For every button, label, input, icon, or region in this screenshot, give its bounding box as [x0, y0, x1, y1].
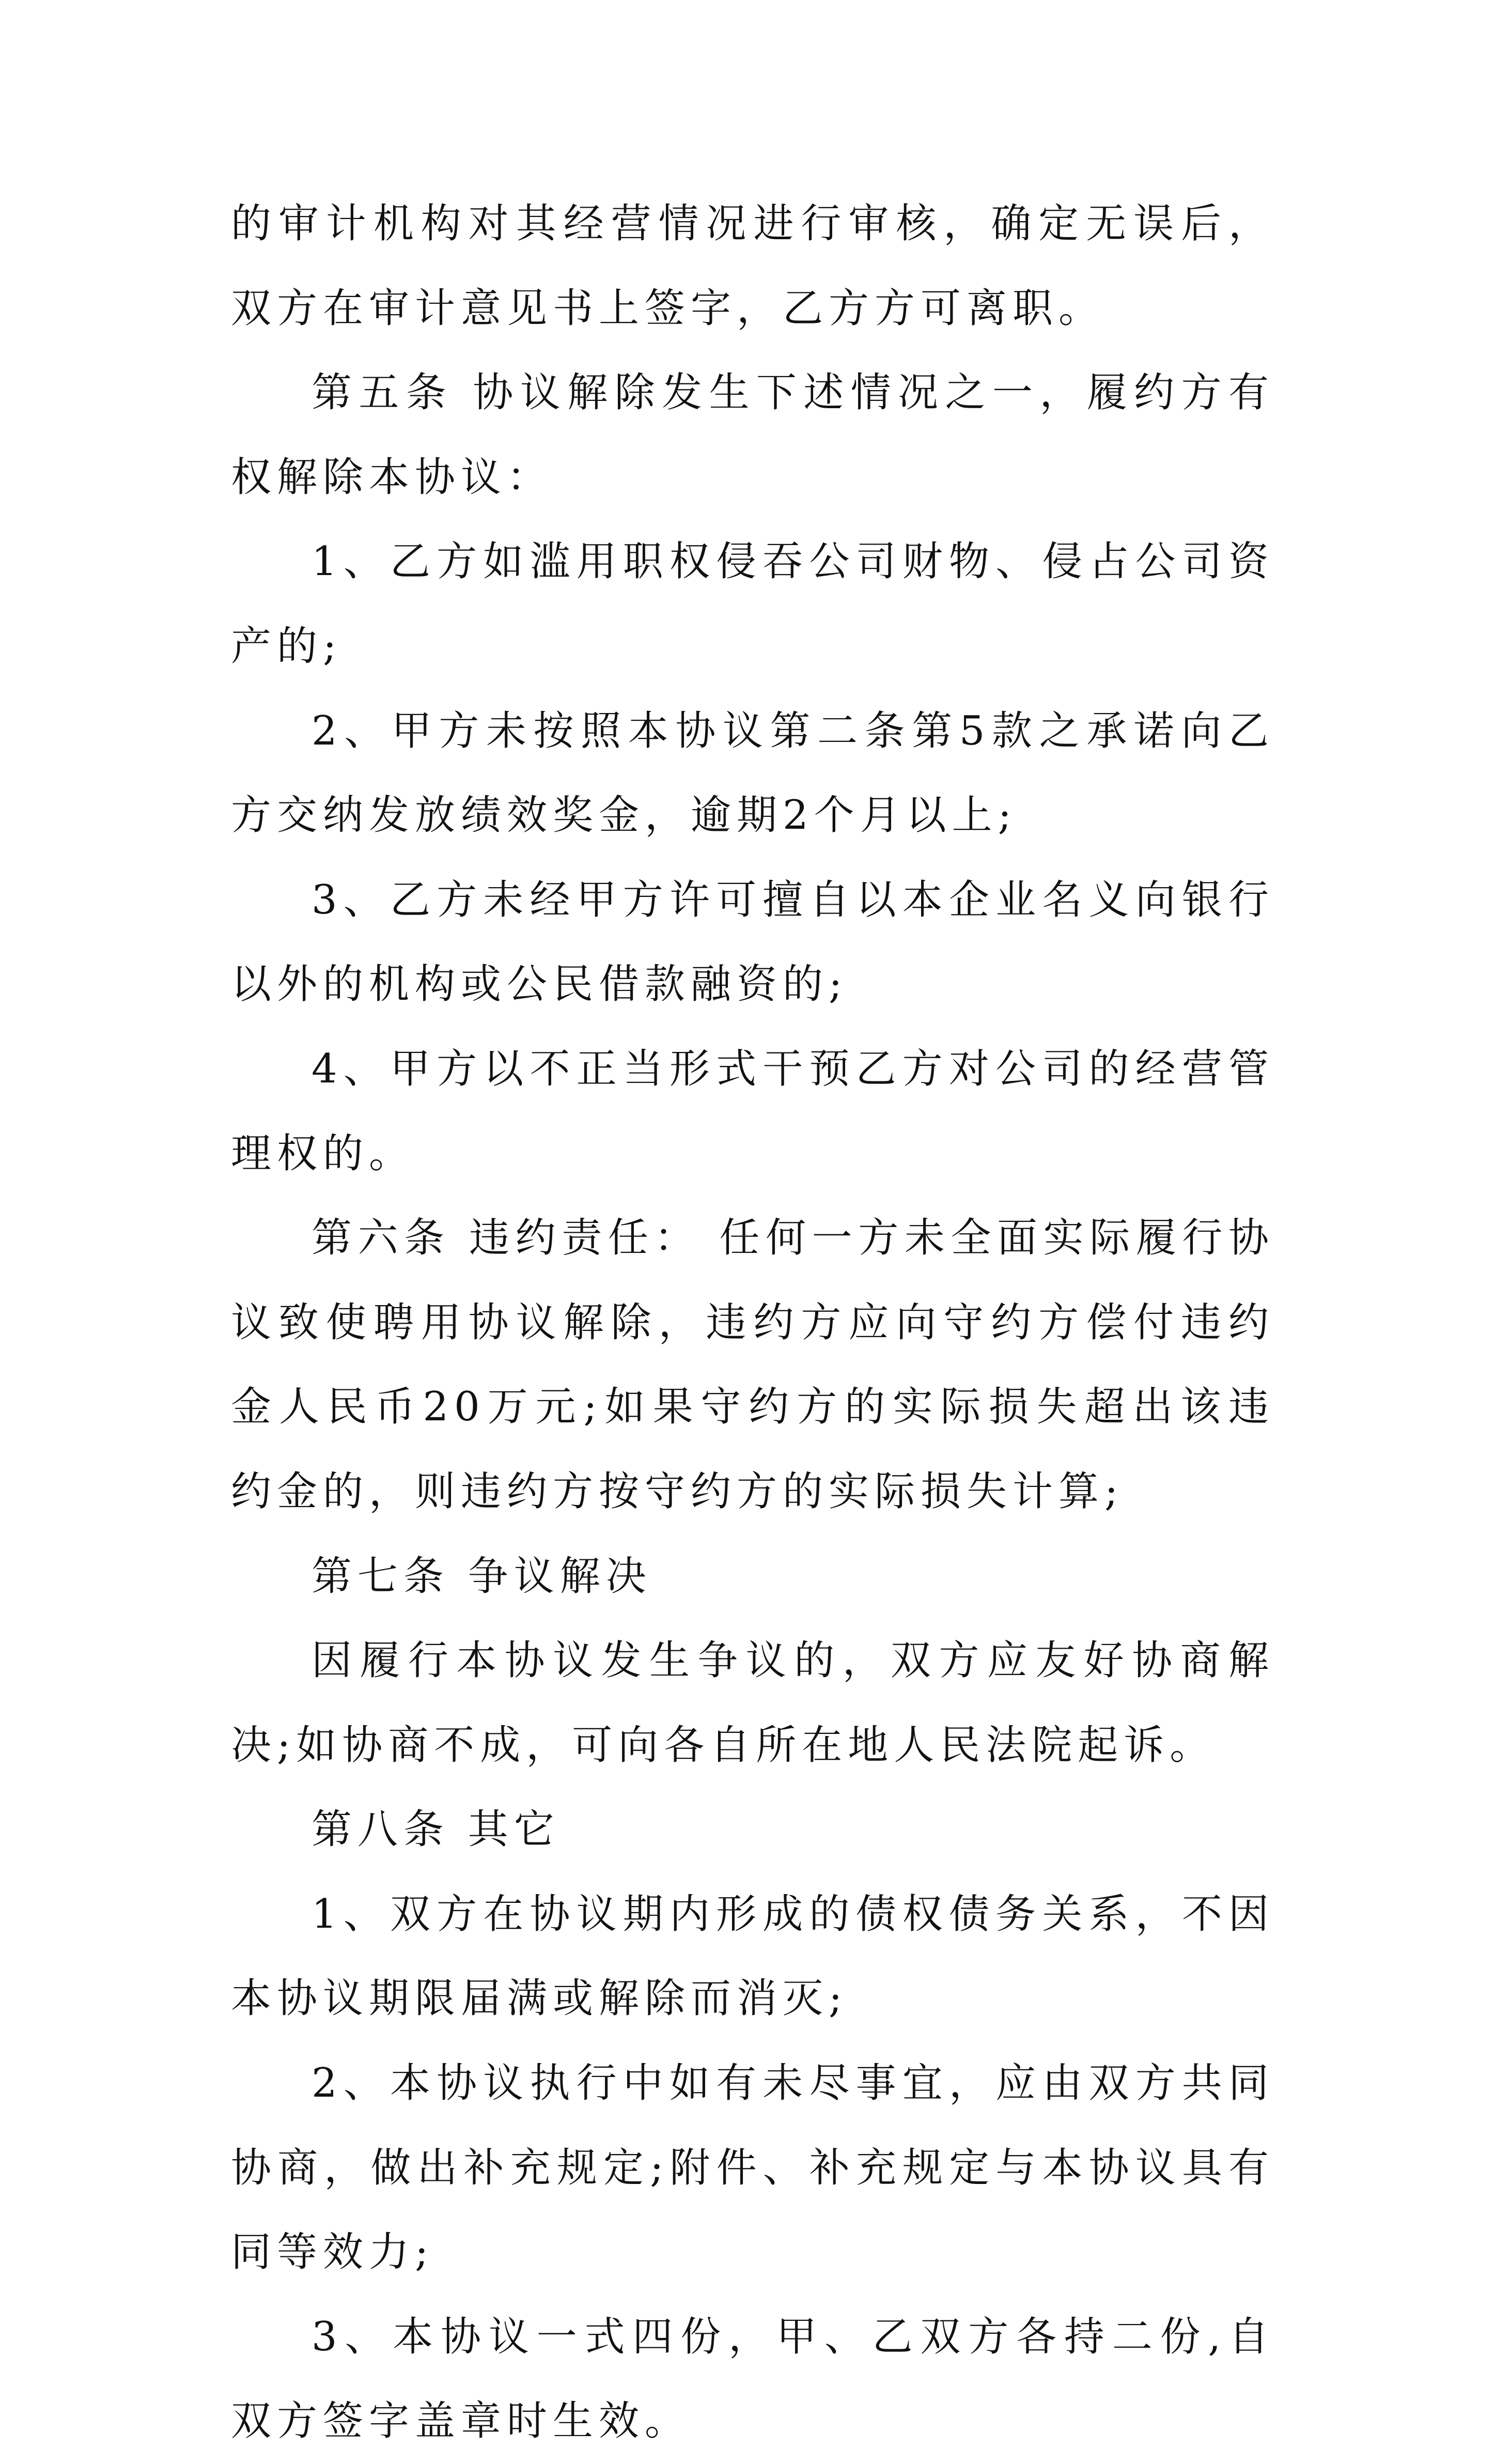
article-8-item-3: 3、本协议一式四份，甲、乙双方各持二份,自双方签字盖章时生效。 — [231, 2313, 1274, 2445]
paragraph-continuation: 的审计机构对其经营情况进行审核，确定无误后，双方在审计意见书上签字，乙方方可离职。 — [231, 200, 1274, 332]
article-5-item-2: 2、甲方未按照本协议第二条第5款之承诺向乙方交纳发放绩效奖金，逾期2个月以上; — [231, 707, 1274, 839]
document-body — [231, 182, 1274, 2464]
article-6-breach-liability: 第六条 违约责任： 任何一方未全面实际履行协议致使聘用协议解除，违约方应向守约方偿付违约金人民币20万元;如果守约方的实际损失超出该违约金的，则违约方按守约方的实际损失计算; — [231, 1215, 1274, 1515]
article-8-heading: 第八条 其它 — [312, 1806, 560, 1853]
article-5-item-1: 1、乙方如滥用职权侵吞公司财物、侵占公司资产的; — [231, 538, 1274, 670]
article-7-body: 因履行本协议发生争议的，双方应友好协商解决;如协商不成，可向各自所在地人民法院起诉。 — [231, 1637, 1274, 1769]
article-5-item-3: 3、乙方未经甲方许可擅自以本企业名义向银行以外的机构或公民借款融资的; — [231, 876, 1274, 1008]
article-8-item-1: 1、双方在协议期内形成的债权债务关系，不因本协议期限届满或解除而消灭; — [231, 1890, 1274, 2022]
article-8-item-2: 2、本协议执行中如有未尽事宜，应由双方共同协商，做出补充规定;附件、补充规定与本协议具有同等效力; — [231, 2060, 1274, 2276]
article-5-heading: 第五条 协议解除发生下述情况之一，履约方有权解除本协议： — [231, 369, 1274, 501]
article-7-heading: 第七条 争议解决 — [312, 1553, 652, 1600]
article-5-item-4: 4、甲方以不正当形式干预乙方对公司的经营管理权的。 — [231, 1045, 1274, 1177]
